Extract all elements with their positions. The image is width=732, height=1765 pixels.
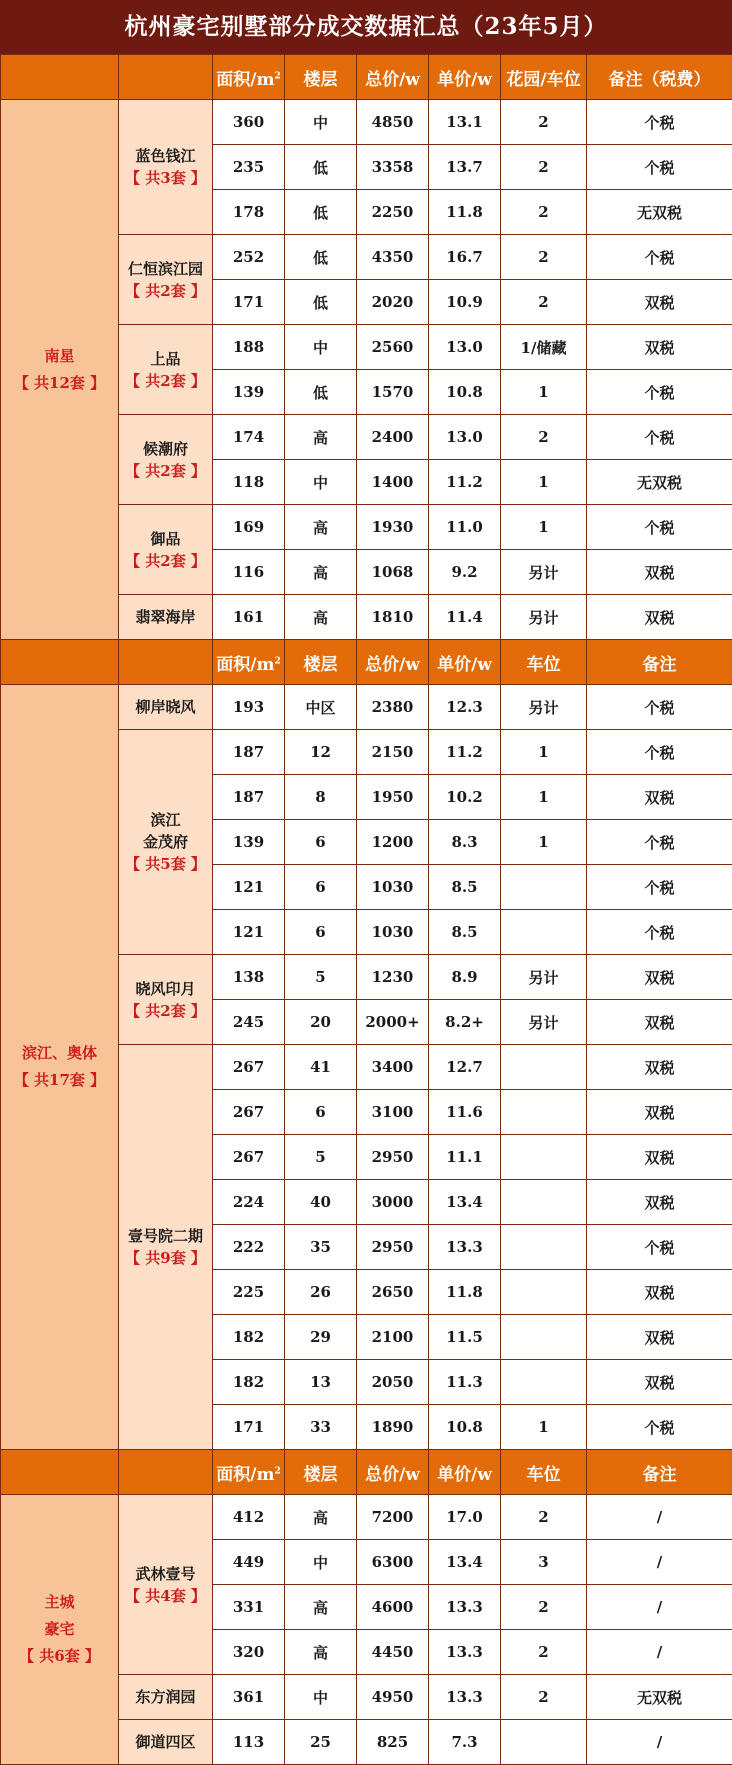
data-cell: 个税 <box>587 865 732 910</box>
data-cell: 121 <box>213 865 285 910</box>
data-cell: 高 <box>285 1585 357 1630</box>
data-cell: 个税 <box>587 100 732 145</box>
project-count: 【 共2套 】 <box>125 282 206 300</box>
data-cell: 另计 <box>501 1000 587 1045</box>
header-blank <box>119 640 213 685</box>
header-row <box>1 1450 732 1495</box>
data-cell: 178 <box>213 190 285 235</box>
data-cell: 10.8 <box>429 370 501 415</box>
data-cell <box>501 1720 587 1765</box>
data-cell: 1810 <box>357 595 429 640</box>
data-cell: 1930 <box>357 505 429 550</box>
data-cell: 2020 <box>357 280 429 325</box>
column-header: 车位 <box>501 1450 587 1495</box>
data-cell: 116 <box>213 550 285 595</box>
data-cell: 118 <box>213 460 285 505</box>
data-cell: 360 <box>213 100 285 145</box>
data-cell: 13.3 <box>429 1675 501 1720</box>
data-cell: 双税 <box>587 775 732 820</box>
data-cell: 13 <box>285 1360 357 1405</box>
project-count: 【 共2套 】 <box>125 462 206 480</box>
data-cell: 1950 <box>357 775 429 820</box>
data-cell: 5 <box>285 1135 357 1180</box>
data-cell: 225 <box>213 1270 285 1315</box>
data-cell <box>501 865 587 910</box>
project-cell <box>119 1720 213 1765</box>
data-cell: 224 <box>213 1180 285 1225</box>
data-cell: 13.4 <box>429 1180 501 1225</box>
data-cell: 1030 <box>357 865 429 910</box>
data-cell: 4350 <box>357 235 429 280</box>
data-cell: 个税 <box>587 685 732 730</box>
column-header: 楼层 <box>285 1450 357 1495</box>
data-cell <box>501 1045 587 1090</box>
data-cell: 26 <box>285 1270 357 1315</box>
data-cell: 双税 <box>587 595 732 640</box>
data-cell: 3358 <box>357 145 429 190</box>
data-cell: 171 <box>213 1405 285 1450</box>
data-cell: 1 <box>501 775 587 820</box>
data-cell: 11.6 <box>429 1090 501 1135</box>
column-header: 车位 <box>501 640 587 685</box>
project-name: 候潮府 <box>143 440 188 458</box>
project-cell <box>119 235 213 325</box>
data-cell: 11.8 <box>429 1270 501 1315</box>
data-cell: 中区 <box>285 685 357 730</box>
column-header: 楼层 <box>285 55 357 100</box>
data-cell: 182 <box>213 1360 285 1405</box>
data-cell: 1 <box>501 505 587 550</box>
project-name: 上品 <box>150 350 180 368</box>
data-cell: 35 <box>285 1225 357 1270</box>
column-header: 楼层 <box>285 640 357 685</box>
data-cell: 2150 <box>357 730 429 775</box>
data-cell: 2380 <box>357 685 429 730</box>
data-cell: 33 <box>285 1405 357 1450</box>
data-cell: 2400 <box>357 415 429 460</box>
data-cell: 2 <box>501 1585 587 1630</box>
project-count: 【 共2套 】 <box>125 552 206 570</box>
data-cell: 无双税 <box>587 1675 732 1720</box>
data-cell: 双税 <box>587 550 732 595</box>
data-cell: 1230 <box>357 955 429 1000</box>
data-cell: 139 <box>213 820 285 865</box>
data-cell: 个税 <box>587 1405 732 1450</box>
data-cell: 2560 <box>357 325 429 370</box>
data-cell: 12.7 <box>429 1045 501 1090</box>
header-blank <box>119 1450 213 1495</box>
data-cell: 6 <box>285 910 357 955</box>
data-cell: 13.3 <box>429 1585 501 1630</box>
data-cell: 2050 <box>357 1360 429 1405</box>
data-cell: 10.2 <box>429 775 501 820</box>
project-count: 【 共4套 】 <box>125 1587 206 1605</box>
header-row <box>1 640 732 685</box>
data-cell: 低 <box>285 190 357 235</box>
data-cell: 2250 <box>357 190 429 235</box>
column-header: 单价/w <box>429 1450 501 1495</box>
header-blank <box>1 1450 119 1495</box>
transaction-table <box>0 54 732 1765</box>
data-cell: 449 <box>213 1540 285 1585</box>
header-blank <box>119 55 213 100</box>
project-cell <box>119 100 213 235</box>
data-cell: 245 <box>213 1000 285 1045</box>
project-cell <box>119 1675 213 1720</box>
data-cell: 13.7 <box>429 145 501 190</box>
data-cell: / <box>587 1720 732 1765</box>
data-cell: 11.0 <box>429 505 501 550</box>
project-name: 御道四区 <box>135 1733 195 1751</box>
data-cell: 双税 <box>587 1000 732 1045</box>
data-cell: 中 <box>285 1540 357 1585</box>
data-cell: 6 <box>285 820 357 865</box>
data-cell: 1200 <box>357 820 429 865</box>
data-cell: 7200 <box>357 1495 429 1540</box>
data-cell: 16.7 <box>429 235 501 280</box>
data-cell: 个税 <box>587 1225 732 1270</box>
data-cell: 1 <box>501 460 587 505</box>
data-cell: 高 <box>285 415 357 460</box>
page-title: 杭州豪宅别墅部分成交数据汇总（23年5月） <box>0 0 732 54</box>
data-cell: 1890 <box>357 1405 429 1450</box>
data-cell: 另计 <box>501 685 587 730</box>
project-name: 蓝色钱江 <box>135 147 195 165</box>
data-cell: 2950 <box>357 1135 429 1180</box>
data-cell: 6 <box>285 865 357 910</box>
data-cell: 361 <box>213 1675 285 1720</box>
data-cell: 13.0 <box>429 325 501 370</box>
data-cell: 3100 <box>357 1090 429 1135</box>
project-cell <box>119 730 213 955</box>
data-cell: 267 <box>213 1045 285 1090</box>
project-name: 武林壹号 <box>135 1565 195 1583</box>
data-cell: 8 <box>285 775 357 820</box>
data-cell: 2950 <box>357 1225 429 1270</box>
data-cell: 低 <box>285 280 357 325</box>
data-cell: 267 <box>213 1135 285 1180</box>
data-cell: 高 <box>285 550 357 595</box>
data-cell: 高 <box>285 1630 357 1675</box>
data-cell <box>501 1315 587 1360</box>
data-cell: 2650 <box>357 1270 429 1315</box>
data-cell: 2 <box>501 1495 587 1540</box>
data-cell: 188 <box>213 325 285 370</box>
data-cell: 174 <box>213 415 285 460</box>
data-cell: 1 <box>501 370 587 415</box>
data-cell: 11.2 <box>429 460 501 505</box>
region-cell <box>1 1495 119 1765</box>
data-cell: 13.1 <box>429 100 501 145</box>
data-cell: 6 <box>285 1090 357 1135</box>
data-cell: 双税 <box>587 280 732 325</box>
data-cell: 1/储藏 <box>501 325 587 370</box>
data-cell: 4950 <box>357 1675 429 1720</box>
data-cell: 6300 <box>357 1540 429 1585</box>
data-cell: 2 <box>501 100 587 145</box>
data-cell <box>501 910 587 955</box>
column-header: 备注 <box>587 640 732 685</box>
data-cell: 4600 <box>357 1585 429 1630</box>
project-name: 柳岸晓风 <box>135 698 195 716</box>
project-cell <box>119 325 213 415</box>
data-cell: 另计 <box>501 550 587 595</box>
data-cell: 无双税 <box>587 460 732 505</box>
column-header: 总价/w <box>357 640 429 685</box>
region-count: 【 共12套 】 <box>14 374 105 392</box>
project-count: 【 共9套 】 <box>125 1249 206 1267</box>
project-count: 【 共5套 】 <box>125 855 206 873</box>
data-cell: 11.8 <box>429 190 501 235</box>
data-cell: 113 <box>213 1720 285 1765</box>
data-cell: 1 <box>501 730 587 775</box>
data-cell: 低 <box>285 235 357 280</box>
project-cell <box>119 955 213 1045</box>
project-cell <box>119 1495 213 1675</box>
project-name: 御品 <box>150 530 180 548</box>
data-cell: 另计 <box>501 595 587 640</box>
data-cell: 5 <box>285 955 357 1000</box>
data-cell: 1068 <box>357 550 429 595</box>
data-cell: 8.2+ <box>429 1000 501 1045</box>
project-cell <box>119 685 213 730</box>
data-cell: 个税 <box>587 235 732 280</box>
column-header: 面积$/m^2$ <box>213 55 285 100</box>
column-header: 单价/w <box>429 55 501 100</box>
data-cell: 双税 <box>587 1045 732 1090</box>
data-cell <box>501 1360 587 1405</box>
table-row <box>1 1495 732 1540</box>
data-cell: 20 <box>285 1000 357 1045</box>
data-cell: 2000+ <box>357 1000 429 1045</box>
region-cell <box>1 100 119 640</box>
data-cell: 3 <box>501 1540 587 1585</box>
data-cell: 双税 <box>587 955 732 1000</box>
project-name: 仁恒滨江园 <box>128 260 203 278</box>
data-cell: 高 <box>285 595 357 640</box>
data-cell: 1 <box>501 1405 587 1450</box>
project-name: 滨江 金茂府 <box>143 811 188 851</box>
data-cell: 低 <box>285 370 357 415</box>
project-count: 【 共3套 】 <box>125 169 206 187</box>
data-cell: 2 <box>501 1675 587 1720</box>
data-cell: 1030 <box>357 910 429 955</box>
data-cell <box>501 1225 587 1270</box>
data-cell: 4450 <box>357 1630 429 1675</box>
data-cell: 9.2 <box>429 550 501 595</box>
data-cell: 40 <box>285 1180 357 1225</box>
region-count: 【 共17套 】 <box>14 1071 105 1089</box>
data-cell: 825 <box>357 1720 429 1765</box>
data-cell: 10.9 <box>429 280 501 325</box>
data-cell: 双税 <box>587 1270 732 1315</box>
data-cell <box>501 1270 587 1315</box>
data-cell: 193 <box>213 685 285 730</box>
data-cell: 41 <box>285 1045 357 1090</box>
data-cell: / <box>587 1540 732 1585</box>
data-cell: 4850 <box>357 100 429 145</box>
data-cell: 11.4 <box>429 595 501 640</box>
data-cell: / <box>587 1630 732 1675</box>
data-cell: 10.8 <box>429 1405 501 1450</box>
data-cell: 13.4 <box>429 1540 501 1585</box>
header-row <box>1 55 732 100</box>
data-cell: 222 <box>213 1225 285 1270</box>
data-cell: 8.3 <box>429 820 501 865</box>
project-cell <box>119 1045 213 1450</box>
data-cell: 个税 <box>587 370 732 415</box>
header-blank <box>1 640 119 685</box>
data-cell: 个税 <box>587 730 732 775</box>
project-cell <box>119 505 213 595</box>
data-cell: 2 <box>501 190 587 235</box>
data-cell: 12.3 <box>429 685 501 730</box>
region-name: 南星 <box>44 347 74 365</box>
data-cell: 另计 <box>501 955 587 1000</box>
region-name: 主城 豪宅 <box>44 1593 74 1638</box>
data-cell: / <box>587 1495 732 1540</box>
data-cell: 13.3 <box>429 1630 501 1675</box>
data-cell: 331 <box>213 1585 285 1630</box>
data-cell: 235 <box>213 145 285 190</box>
project-cell <box>119 595 213 640</box>
data-cell: 1570 <box>357 370 429 415</box>
data-cell: 17.0 <box>429 1495 501 1540</box>
column-header: 面积$/m^2$ <box>213 1450 285 1495</box>
data-cell <box>501 1090 587 1135</box>
data-cell: 双税 <box>587 1315 732 1360</box>
data-cell: 个税 <box>587 505 732 550</box>
data-cell: 双税 <box>587 1135 732 1180</box>
data-cell: 25 <box>285 1720 357 1765</box>
region-count: 【 共6套 】 <box>19 1647 100 1665</box>
data-cell: 320 <box>213 1630 285 1675</box>
column-header: 总价/w <box>357 1450 429 1495</box>
data-cell: 1400 <box>357 460 429 505</box>
data-cell: 高 <box>285 1495 357 1540</box>
data-cell: 中 <box>285 325 357 370</box>
data-cell: 2 <box>501 1630 587 1675</box>
region-name: 滨江、奥体 <box>22 1044 97 1062</box>
data-cell: 双税 <box>587 325 732 370</box>
data-cell: 8.5 <box>429 910 501 955</box>
project-count: 【 共2套 】 <box>125 372 206 390</box>
data-cell: 2 <box>501 145 587 190</box>
project-name: 翡翠海岸 <box>135 608 195 626</box>
project-cell <box>119 415 213 505</box>
column-header: 花园/车位 <box>501 55 587 100</box>
data-cell: 11.3 <box>429 1360 501 1405</box>
data-cell: 2100 <box>357 1315 429 1360</box>
data-cell: 1 <box>501 820 587 865</box>
data-cell: 11.5 <box>429 1315 501 1360</box>
data-cell: 无双税 <box>587 190 732 235</box>
data-cell: 412 <box>213 1495 285 1540</box>
data-cell: 2 <box>501 280 587 325</box>
column-header: 单价/w <box>429 640 501 685</box>
data-cell: 29 <box>285 1315 357 1360</box>
column-header: 备注（税费） <box>587 55 732 100</box>
column-header: 总价/w <box>357 55 429 100</box>
data-cell: 169 <box>213 505 285 550</box>
data-cell: 182 <box>213 1315 285 1360</box>
data-cell: 中 <box>285 1675 357 1720</box>
data-cell: 252 <box>213 235 285 280</box>
data-cell: 个税 <box>587 145 732 190</box>
data-cell: 11.2 <box>429 730 501 775</box>
data-cell: 267 <box>213 1090 285 1135</box>
data-cell: 139 <box>213 370 285 415</box>
data-cell: 个税 <box>587 415 732 460</box>
data-cell: 2 <box>501 415 587 460</box>
column-header: 面积$/m^2$ <box>213 640 285 685</box>
data-cell: 8.9 <box>429 955 501 1000</box>
data-cell: 低 <box>285 145 357 190</box>
data-cell: 2 <box>501 235 587 280</box>
data-cell: 3400 <box>357 1045 429 1090</box>
data-cell: 双税 <box>587 1090 732 1135</box>
data-cell: 13.3 <box>429 1225 501 1270</box>
data-cell: 12 <box>285 730 357 775</box>
data-cell: 121 <box>213 910 285 955</box>
project-name: 壹号院二期 <box>128 1227 203 1245</box>
data-cell <box>501 1180 587 1225</box>
header-blank <box>1 55 119 100</box>
data-cell: 187 <box>213 730 285 775</box>
table-row <box>1 100 732 145</box>
project-name: 晓风印月 <box>135 980 195 998</box>
data-cell: 个税 <box>587 910 732 955</box>
column-header: 备注 <box>587 1450 732 1495</box>
data-cell: 个税 <box>587 820 732 865</box>
data-cell: / <box>587 1585 732 1630</box>
data-cell: 中 <box>285 100 357 145</box>
region-cell <box>1 685 119 1450</box>
data-cell: 双税 <box>587 1180 732 1225</box>
data-cell: 171 <box>213 280 285 325</box>
data-cell: 161 <box>213 595 285 640</box>
data-cell: 3000 <box>357 1180 429 1225</box>
data-cell: 187 <box>213 775 285 820</box>
data-cell: 中 <box>285 460 357 505</box>
data-cell: 138 <box>213 955 285 1000</box>
data-cell: 双税 <box>587 1360 732 1405</box>
data-cell <box>501 1135 587 1180</box>
data-cell: 13.0 <box>429 415 501 460</box>
data-cell: 11.1 <box>429 1135 501 1180</box>
data-cell: 8.5 <box>429 865 501 910</box>
project-name: 东方润园 <box>135 1688 195 1706</box>
data-cell: 高 <box>285 505 357 550</box>
project-count: 【 共2套 】 <box>125 1002 206 1020</box>
table-row <box>1 685 732 730</box>
data-cell: 7.3 <box>429 1720 501 1765</box>
